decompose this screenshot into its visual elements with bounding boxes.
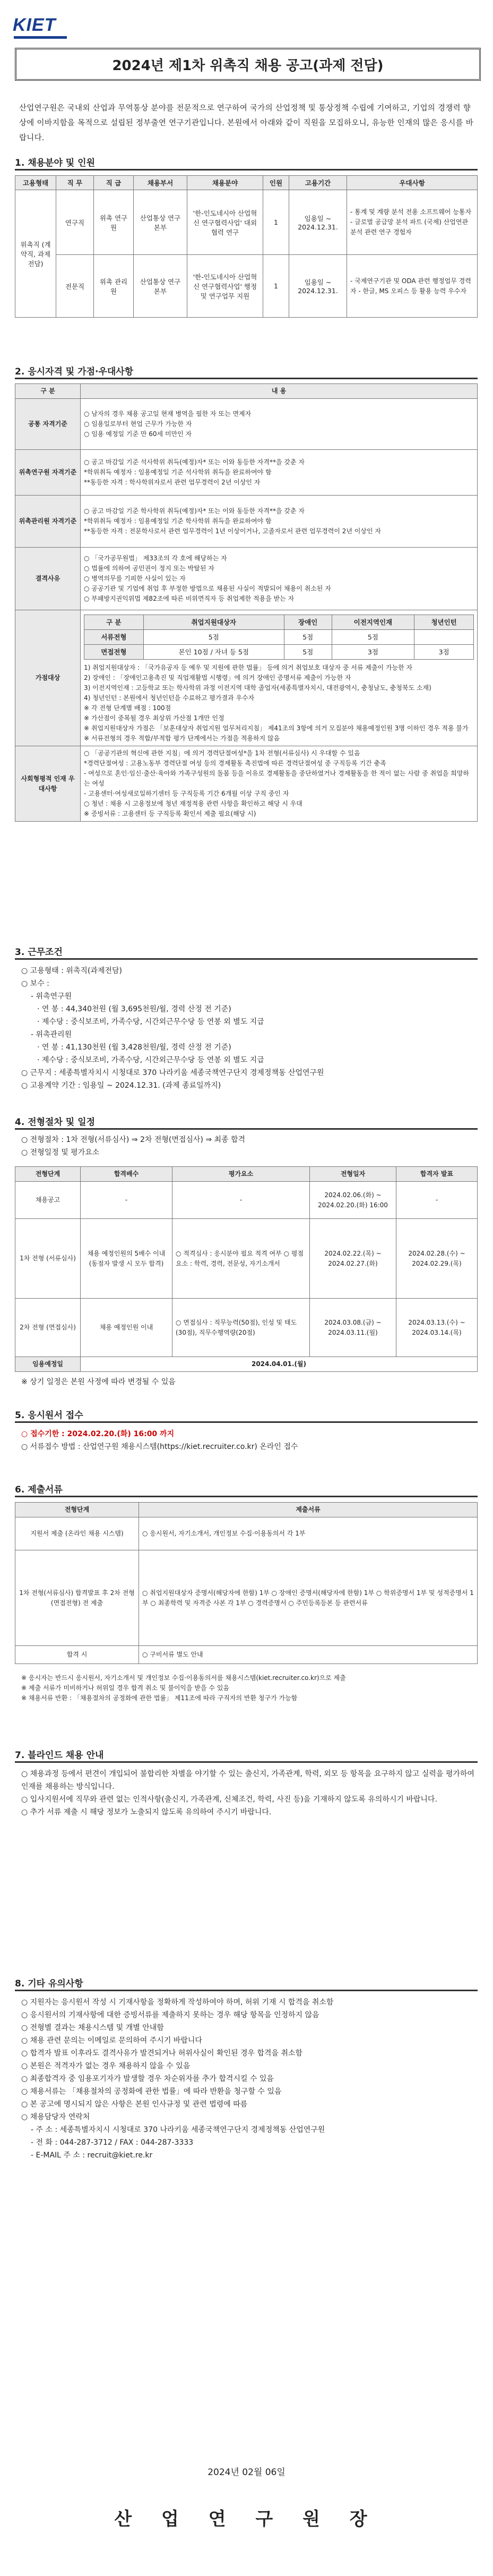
th-bonus: 취업지원대상자 [143, 615, 284, 630]
th-bonus: 이전지역인재 [332, 615, 414, 630]
list-item: ○ 고용계약 기간 : 임용일 ~ 2024.12.31. (과제 종료일까지) [21, 1081, 221, 1090]
cell: 5점 [143, 630, 284, 645]
sec4-rule [15, 1128, 478, 1130]
list-item: ○ 지원자는 응시원서 작성 시 기재사항을 정확하게 작성하여야 하며, 허위 기재 시 합격을 취소함 [21, 1998, 334, 2007]
cell: 본인 10점 / 자녀 등 5점 [143, 645, 284, 660]
cell: - [396, 1182, 478, 1219]
cell: 2024.03.13.(수) ~ 2024.03.14.(목) [396, 1299, 478, 1357]
sec8-heading: 8. 기타 유의사항 [15, 1978, 83, 1989]
list-item: ○ 전형절차 : 1차 전형(서류심사) ⇒ 2차 전형(면접심사) ⇒ 최종 합격 [21, 1136, 246, 1144]
row-label: 결격사유 [15, 548, 81, 610]
table-row [84, 630, 474, 645]
cell-dept: 산업통상 연구본부 [134, 190, 187, 255]
logo-text: KIET [13, 15, 56, 35]
row-label: 공통 자격기준 [15, 399, 81, 450]
list-item: ○ 청년 : 채용 시 고용정보에 청년 재정적용 관련 사항을 확인하고 해당 시 우대 [84, 800, 302, 807]
th-content: 내 용 [81, 384, 478, 399]
cell-count: 1 [263, 190, 289, 255]
list-item: ※ 응시자는 반드시 응시원서, 자기소개서 및 개인정보 수집·이용동의서를 채용시스템(kiet.recruiter.co.kr)으로 제출 [21, 1674, 346, 1682]
th-pref: 우대사항 [347, 176, 478, 190]
th-dept: 채용부서 [134, 176, 187, 190]
cell: 합격 시 [15, 1646, 139, 1664]
th-bonus: 청년인턴 [414, 615, 474, 630]
cell-field: '한-인도네시아 산업혁신 연구협력사업' 행정 및 연구업무 지원 [187, 255, 263, 318]
sec7-heading: 7. 블라인드 채용 안내 [15, 1750, 104, 1761]
list-item: ※ 제출 서류가 미비하거나 허위일 경우 합격 취소 및 불이익을 받을 수 있음 [21, 1684, 229, 1692]
list-item: ※ 증빙서류 : 고용센터 등 구직등록 확인서 제출 필요(해당 시) [84, 810, 256, 817]
contact-phone: - 전 화 : 044-287-3712 / FAX : 044-287-3333 [31, 2138, 194, 2147]
row-content [81, 746, 478, 822]
list-item: ○ 본 공고에 명시되지 않은 사항은 본원 인사규정 및 관련 법령에 따름 [21, 2100, 248, 2109]
list-item: ○ 법률에 의하여 공민권이 정지 또는 박탈된 자 [84, 565, 214, 572]
table-row [15, 399, 478, 450]
sec6-heading: 6. 제출서류 [15, 1485, 63, 1495]
list-item: ○ 병역의무를 기피한 사실이 있는 자 [84, 575, 186, 582]
deadline-text: ○ 접수기한 : 2024.02.20.(화) 16:00 까지 [21, 1430, 175, 1438]
th-ratio: 합격배수 [81, 1167, 172, 1182]
sec5-rule [15, 1421, 478, 1423]
list-item: ○ 전형일정 및 평가요소 [21, 1148, 100, 1157]
table-header-row [15, 176, 478, 190]
page-title: 2024년 제1차 위촉직 채용 공고(과제 전담) [112, 57, 384, 74]
list-item: ※ 취업지원대상자 가점은 「보훈대상자 취업지원 업무처리지침」 제41조의 3항에 의거 모집분야 채용예정인원 3명 이하인 경우 적용 불가 [84, 724, 469, 732]
cell: 3점 [414, 645, 474, 660]
cell-pref: - 통계 및 계량 분석 전용 소프트웨어 능통자 - 글로벌 공급망 분석 파트 (국제) 산업연관분석 관련 연구 경험자 [347, 190, 478, 255]
list-item: · 연 봉 : 44,340천원 (월 3,695천원/월, 경력 산정 전 기준) [37, 1005, 231, 1013]
cell: - [172, 1182, 310, 1219]
cell: ○ 적격심사 : 응시분야 필요 적격 여부 ○ 평점요소 : 학력, 경력, 전문성, 자기소개서 [172, 1219, 310, 1299]
cell-employment: 위촉직 (계약직, 과제전담) [15, 190, 56, 318]
cell: 2024.02.06.(화) ~ 2024.02.20.(화) 16:00 [310, 1182, 396, 1219]
list-item: ○ 「국가공무원법」 제33조의 각 호에 해당하는 자 [84, 555, 227, 562]
cell: 5점 [332, 630, 414, 645]
list-item: ○ 응시원서의 기재사항에 대한 증빙서류를 제출하지 못하는 경우 해당 항목을 인정하지 않음 [21, 2011, 319, 2019]
list-item: 1) 취업지원대상자 : 「국가유공자 등 예우 및 지원에 관한 법률」 등에 의거 취업보호 대상자 중 서류 제출이 가능한 자 [84, 664, 413, 671]
cell: 채용 예정인원 이내 [81, 1299, 172, 1357]
list-item: ○ 전형별 결과는 채용시스템 및 개별 안내함 [21, 2024, 164, 2032]
process-intro [21, 1133, 478, 1159]
list-item: ○ 공고 마감일 기준 학사학위 취득(예정)자* 또는 이와 동등한 자격**을 갖춘 자 [84, 507, 305, 515]
table-row [15, 1219, 478, 1299]
list-item: ○ 「공공기관의 혁신에 관한 지침」에 의거 경력단절여성*을 1차 전형(서류심사) 시 우대할 수 있음 [84, 749, 360, 757]
list-item: ○ 채용서류는 「채용절차의 공정화에 관한 법률」에 따라 반환을 청구할 수 있음 [21, 2087, 282, 2096]
apply-method-text: ○ 서류접수 방법 : 산업연구원 채용시스템(https://kiet.recruiter.co.kr) 온라인 접수 [21, 1443, 298, 1451]
cell: 2024.04.01.(월) [81, 1357, 478, 1372]
sec1-heading: 1. 채용분야 및 인원 [15, 158, 95, 168]
list-item: ○ 채용과정 등에서 편견이 개입되어 불합리한 차별을 야기할 수 있는 출신지, 가족관계, 학력, 외모 등 항목을 요구하지 않고 실력을 평가하여 인재를 채용하는 방식입니다. [21, 1770, 474, 1791]
cell-job: 연구직 [56, 190, 94, 255]
list-item: ○ 공공기관 및 기업에 취업 후 부정한 방법으로 채용된 사실이 적발되어 채용이 취소된 자 [84, 585, 331, 592]
list-item: ○ 근무지 : 세종특별자치시 시청대로 370 나라키움 세종국책연구단지 경제정책동 산업연구원 [21, 1069, 324, 1077]
list-item: 4) 청년인턴 : 본원에서 청년인턴을 수료하고 평가결과 우수자 [84, 694, 255, 702]
sec7-rule [15, 1761, 478, 1763]
cell: 면접전형 [84, 645, 144, 660]
list-item: ○ 본원은 적격자가 없는 경우 채용하지 않을 수 있음 [21, 2062, 191, 2070]
documents-table [15, 1502, 478, 1664]
th-period: 고용기간 [289, 176, 347, 190]
title-box [15, 48, 481, 81]
table-row [15, 190, 478, 255]
cell: 임용예정일 [15, 1357, 81, 1372]
signature: 산 업 연 구 원 장 [114, 2509, 379, 2530]
cell-rank: 위촉 연구원 [94, 190, 134, 255]
cell: ○ 구비서류 별도 안내 [139, 1646, 478, 1664]
list-item: *학위취득 예정자 : 임용예정일 기준 학사학위 취득을 완료하여야 함 [84, 517, 272, 525]
table-row [15, 1299, 478, 1357]
list-item: ○ 최종합격자 중 임용포기자가 발생할 경우 차순위자를 추가 합격시킬 수 있음 [21, 2075, 274, 2083]
sec2-heading: 2. 응시자격 및 가점·우대사항 [15, 366, 134, 377]
th-field: 채용분야 [187, 176, 263, 190]
cell [414, 630, 474, 645]
list-item: - 고용센터·여성새로일하기센터 등 구직등록 기간 6개월 이상 구직 중인 자 [84, 790, 289, 797]
notice-date: 2024년 02월 06일 [207, 2467, 286, 2478]
th-result: 합격자 발표 [396, 1167, 478, 1182]
notes-text [21, 1996, 478, 2162]
table-row [15, 548, 478, 610]
cell-period: 임용일 ~ 2024.12.31. [289, 255, 347, 318]
list-item: **동등한 자격 : 학사학위자로서 관련 업무경력이 2년 이상인 자 [84, 479, 261, 486]
table-row [84, 645, 474, 660]
th-bonus: 장애인 [284, 615, 332, 630]
table-row [15, 1517, 478, 1550]
logo-bar [14, 36, 67, 39]
cell: 2024.02.22.(목) ~ 2024.02.27.(화) [310, 1219, 396, 1299]
list-item: ○ 채용 관련 문의는 이메일로 문의하여 주시기 바랍니다 [21, 2036, 202, 2045]
list-item: - 여성으로 혼인·임신·출산·육아와 가족구성원의 돌봄 등을 이유로 경제활동을 중단하였거나 경제활동을 한 적이 없는 사람 중 취업을 희망하는 여성 [84, 770, 469, 787]
list-item: · 제수당 : 중식보조비, 가족수당, 시간외근무수당 등 연봉 외 별도 지급 [37, 1018, 264, 1026]
positions-table [15, 175, 478, 318]
qualification-table [15, 383, 478, 822]
list-item: ※ 서류전형의 경우 적합/부적합 평가 단계에서는 가점을 적용하지 않음 [84, 735, 280, 742]
th-eval: 평가요소 [172, 1167, 310, 1182]
row-label: 사회형평적 인재 우대사항 [15, 746, 81, 822]
cell: 3점 [332, 645, 414, 660]
table-header-row [15, 1503, 478, 1517]
list-item: - 위촉관리원 [31, 1030, 72, 1039]
list-item: · 연 봉 : 41,130천원 (월 3,428천원/월, 경력 산정 전 기준) [37, 1043, 231, 1052]
cell: 5점 [284, 645, 332, 660]
table-row [15, 1646, 478, 1664]
sec2-rule [15, 378, 478, 379]
cell: 1차 전형(서류심사) 합격발표 후 2차 전형(면접전형) 전 제출 [15, 1550, 139, 1646]
th-rank: 직 급 [94, 176, 134, 190]
documents-notes [21, 1673, 478, 1703]
sec3-rule [15, 958, 478, 960]
list-item: ※ 채용서류 반환 : 「채용절차의 공정화에 관한 법률」 제11조에 따라 구직자의 반환 청구가 가능함 [21, 1694, 298, 1702]
row-label: 위촉관리원 자격기준 [15, 496, 81, 548]
row-content [81, 399, 478, 450]
list-item: **동등한 자격 : 전문학사로서 관련 업무경력이 1년 이상이거나, 고졸자로서 관련 업무경력이 2년 이상인 자 [84, 527, 381, 535]
kiet-logo [13, 15, 71, 41]
intro-text: 산업연구원은 국내외 산업과 무역통상 분야를 전문적으로 연구하여 국가의 산업정책 및 통상정책 수립에 기여하고, 기업의 경쟁력 향상에 이바지함을 목적으로 설립된 정부출연 연구기관입니다. 본원에서 아래와 같이 직원을 모집하오니, 유능한 인재의 많은 응시를 바랍니다. [19, 104, 474, 142]
table-header-row [15, 1167, 478, 1182]
list-item: - 위촉연구원 [31, 992, 72, 1001]
cell: 2024.03.08.(금) ~ 2024.03.11.(월) [310, 1299, 396, 1357]
sec8-rule [15, 1990, 478, 1991]
sec1-rule [15, 169, 478, 170]
table-row [15, 1182, 478, 1219]
table-row [15, 1357, 478, 1372]
sec5-heading: 5. 응시원서 접수 [15, 1410, 83, 1421]
th-count: 인원 [263, 176, 289, 190]
sec3-heading: 3. 근무조건 [15, 947, 63, 958]
bonus-table [84, 615, 474, 660]
list-item: *경력단절여성 : 고용노동부 경력단절 여성 등의 경제활동 촉진법에 따른 경력단절여성 중 구직등록 기간 충족 [84, 760, 386, 767]
table-row [15, 746, 478, 822]
list-item: · 제수당 : 중식보조비, 가족수당, 시간외근무수당 등 연봉 외 별도 지급 [37, 1056, 264, 1064]
contact-address: - 주 소 : 세종특별자치시 시청대로 370 나라키움 세종국책연구단지 경제정책동 산업연구원 [31, 2126, 325, 2134]
cell-pref: - 국제연구기관 및 ODA 관련 행정업무 경력자 - 한글, MS 오피스 등 활용 능력 우수자 [347, 255, 478, 318]
table-row [15, 255, 478, 318]
cell: ○ 응시원서, 자기소개서, 개인정보 수집·이용동의서 각 1부 [139, 1517, 478, 1550]
cell: 2024.02.28.(수) ~ 2024.02.29.(목) [396, 1219, 478, 1299]
row-content [81, 610, 478, 746]
row-content [81, 450, 478, 496]
cell-period: 임용일 ~ 2024.12.31. [289, 190, 347, 255]
list-item: ※ 가산점이 중복될 경우 최상위 가산점 1개만 인정 [84, 714, 224, 722]
th-docs: 제출서류 [139, 1503, 478, 1517]
th-stage: 전형단계 [15, 1503, 139, 1517]
cell: - [81, 1182, 172, 1219]
list-item: ○ 채용담당자 연락처 [21, 2113, 90, 2121]
list-item: ※ 각 전형 단계별 배점 : 100점 [84, 704, 171, 712]
list-item: ○ 합격자 발표 이후라도 결격사유가 발견되거나 허위사실이 확인된 경우 합격을 취소함 [21, 2049, 303, 2058]
row-label: 가점대상 [15, 610, 81, 746]
list-item: ○ 고용형태 : 위촉직(과제전담) [21, 967, 122, 975]
th-stage: 전형단계 [15, 1167, 81, 1182]
row-label: 위촉연구원 자격기준 [15, 450, 81, 496]
list-item: ○ 임용 예정일 기준 만 60세 미만인 자 [84, 430, 192, 438]
cell-job: 전문직 [56, 255, 94, 318]
row-content [81, 496, 478, 548]
contact-email[interactable]: - E-MAIL 주 소 : recruit@kiet.re.kr [31, 2151, 153, 2160]
cell: 채용공고 [15, 1182, 81, 1219]
cell: 5점 [284, 630, 332, 645]
list-item: ○ 입사지원서에 직무와 관련 없는 인적사항(출신지, 가족관계, 신체조건, 학력, 사진 등)을 기재하지 않도록 유의하시기 바랍니다. [21, 1795, 437, 1804]
table-row [15, 450, 478, 496]
th-employment: 고용형태 [15, 176, 56, 190]
list-item: 3) 이전지역인재 : 고등학교 또는 학사학위 과정 이전지역 대학 졸업자(세종특별자치시, 대전광역시, 충청남도, 충청북도 소재) [84, 684, 431, 692]
cell: ○ 취업지원대상자 증명서(해당자에 한함) 1부 ○ 장애인 증명서(해당자에 한함) 1부 ○ 학위증명서 1부 및 성적증명서 1부 ○ 최종학력 및 자격증 사본 각 1부 ○ 경력증명서 ○ 주민등록등본 등 관련서류 [139, 1550, 478, 1646]
schedule-note: ※ 상기 일정은 본원 사정에 따라 변경될 수 있음 [21, 1378, 176, 1386]
cell-dept: 산업통상 연구본부 [134, 255, 187, 318]
list-item: ○ 부패방지권익위법 제82조에 따른 비위면직자 등 취업제한 적용을 받는 자 [84, 595, 295, 602]
sec4-heading: 4. 전형절차 및 일정 [15, 1117, 95, 1128]
cell: 채용 예정인원의 5배수 이내 (동점자 발생 시 모두 합격) [81, 1219, 172, 1299]
table-header-row [84, 615, 474, 630]
cell: 지원서 제출 (온라인 채용 시스템) [15, 1517, 139, 1550]
list-item: ○ 임용일로부터 현업 근무가 가능한 자 [84, 420, 192, 428]
table-row [15, 1550, 478, 1646]
sec6-rule [15, 1496, 478, 1497]
table-header-row [15, 384, 478, 399]
cell: ○ 면접심사 : 직무능력(50점), 인성 및 태도(30점), 직무수행역량(20점) [172, 1299, 310, 1357]
cell: 2차 전형 (면접심사) [15, 1299, 81, 1357]
table-row [15, 610, 478, 746]
table-row [15, 496, 478, 548]
list-item: ○ 남자의 경우 채용 공고일 현재 병역을 필한 자 또는 면제자 [84, 410, 252, 417]
cell-count: 1 [263, 255, 289, 318]
th-category: 구 분 [15, 384, 81, 399]
application-info [21, 1428, 478, 1453]
list-item: ○ 추가 서류 제출 시 해당 정보가 노출되지 않도록 유의하여 주시기 바랍니다. [21, 1808, 272, 1816]
row-content [81, 548, 478, 610]
cell-rank: 위촉 관리원 [94, 255, 134, 318]
cell: 1차 전형 (서류심사) [15, 1219, 81, 1299]
list-item: *학위취득 예정자 : 임용예정일 기준 석사학위 취득을 완료하여야 함 [84, 468, 272, 476]
list-item: ○ 공고 마감일 기준 석사학위 취득(예정)자* 또는 이와 동등한 자격**을 갖춘 자 [84, 458, 305, 466]
list-item: 2) 장애인 : 「장애인고용촉진 및 직업재활법 시행령」에 의거 장애인 증명서류 제출이 가능한 자 [84, 674, 351, 681]
work-conditions [21, 965, 478, 1092]
cell-field: '한-인도네시아 산업혁신 연구협력사업' 대외협력 연구 [187, 190, 263, 255]
blind-hiring-text [21, 1768, 478, 1819]
th-date: 전형일자 [310, 1167, 396, 1182]
list-item: ○ 보수 : [21, 979, 49, 988]
th-bonus: 구 분 [84, 615, 144, 630]
schedule-table [15, 1166, 478, 1372]
cell: 서류전형 [84, 630, 144, 645]
th-job: 직 무 [56, 176, 94, 190]
